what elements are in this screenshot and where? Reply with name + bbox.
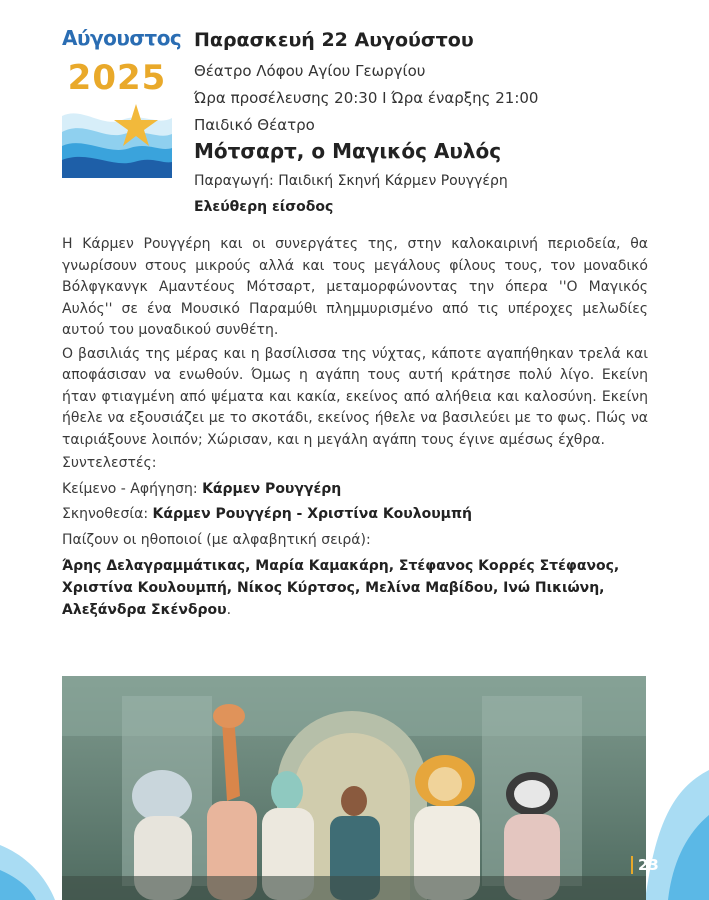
description-paragraph-2: Ο βασιλιάς της μέρας και η βασίλισσα της νύχτας, κάποτε αγαπήθηκαν τρελά και αποφάσισαν να ενωθούν. Όμως η αγάπη τους αυτή κράτησε πολύ λίγο. Εκείνη ήταν φτιαγμένη από ψέματα και κακία, εκείνος από αλήθεια και καλοσύνη. Εκείνη ήθελε να εξουσιάζει με το σκοτάδι, εκείνος ήθελε να βασιλεύει με το φως. Πώς να ταιριάξουνε λοιπόν; Χώρισαν, και η μεγάλη αγάπη τους έγινε αμέσως έχθρα. xyxy=(62,345,648,448)
credits-heading: Συντελεστές: xyxy=(62,455,157,471)
credit-text-value: Κάρμεν Ρουγγέρη xyxy=(202,480,342,497)
credit-text xyxy=(62,479,648,501)
event-category: Παιδικό Θέατρο xyxy=(194,116,315,134)
performance-photo xyxy=(62,676,646,900)
credit-direction-value: Κάρμεν Ρουγγέρη - Χριστίνα Κουλουμπή xyxy=(152,506,473,522)
description-paragraph-1: Η Κάρμεν Ρουγγέρη και οι συνεργάτες της, στην καλοκαιρινή περιοδεία, θα γνωρίσουν στους μικρούς αλλά και τους μεγάλους φίλους τους, τον μοναδικό Βόλφγκανγκ Αμαντέους Μότσαρτ, μεταμορφώνοντας την όπερα ''Ο Μαγικός Αυλός'' σε ένα Μουσικό Παραμύθι πλημμυρισμένο από τις υπέροχες μελωδίες αυτού του μοναδικού συνθέτη. xyxy=(62,236,648,338)
event-title: Μότσαρτ, ο Μαγικός Αυλός xyxy=(194,139,502,163)
logo-year: 2025 xyxy=(67,58,167,98)
credit-direction xyxy=(62,504,648,526)
cast-label: Παίζουν οι ηθοποιοί (με αλφαβητική σειρά): xyxy=(62,531,371,548)
cast-end: . xyxy=(226,602,232,618)
cast-list xyxy=(62,555,648,621)
credit-text-label: Κείμενο - Αφήγηση: xyxy=(62,480,203,497)
cast-names: Άρης Δελαγραμμάτικας, Μαρία Καμακάρη, Στέφανος Κορρές Στέφανος, Χριστίνα Κουλουμπή, Νίκος Κύρτσος, Μελίνα Μαβίδου, Ινώ Πικιώνη, Αλεξάνδρα Σκένδρου xyxy=(62,558,620,618)
logo-month: Αύγουστος xyxy=(62,26,182,50)
credit-direction-label: Σκηνοθεσία: xyxy=(62,506,153,522)
event-description xyxy=(62,234,648,621)
event-production: Παραγωγή: Παιδική Σκηνή Κάρμεν Ρουγγέρη xyxy=(194,173,508,189)
logo-sea-starfish-icon xyxy=(62,98,172,178)
event-venue: Θέατρο Λόφου Αγίου Γεωργίου xyxy=(194,62,426,80)
page-number: 23 xyxy=(631,856,659,874)
event-times: Ώρα προσέλευσης 20:30 Ι Ώρα έναρξης 21:00 xyxy=(194,89,539,107)
event-date: Παρασκευή 22 Αυγούστου xyxy=(194,29,474,51)
event-admission: Ελεύθερη είσοδος xyxy=(194,199,334,215)
